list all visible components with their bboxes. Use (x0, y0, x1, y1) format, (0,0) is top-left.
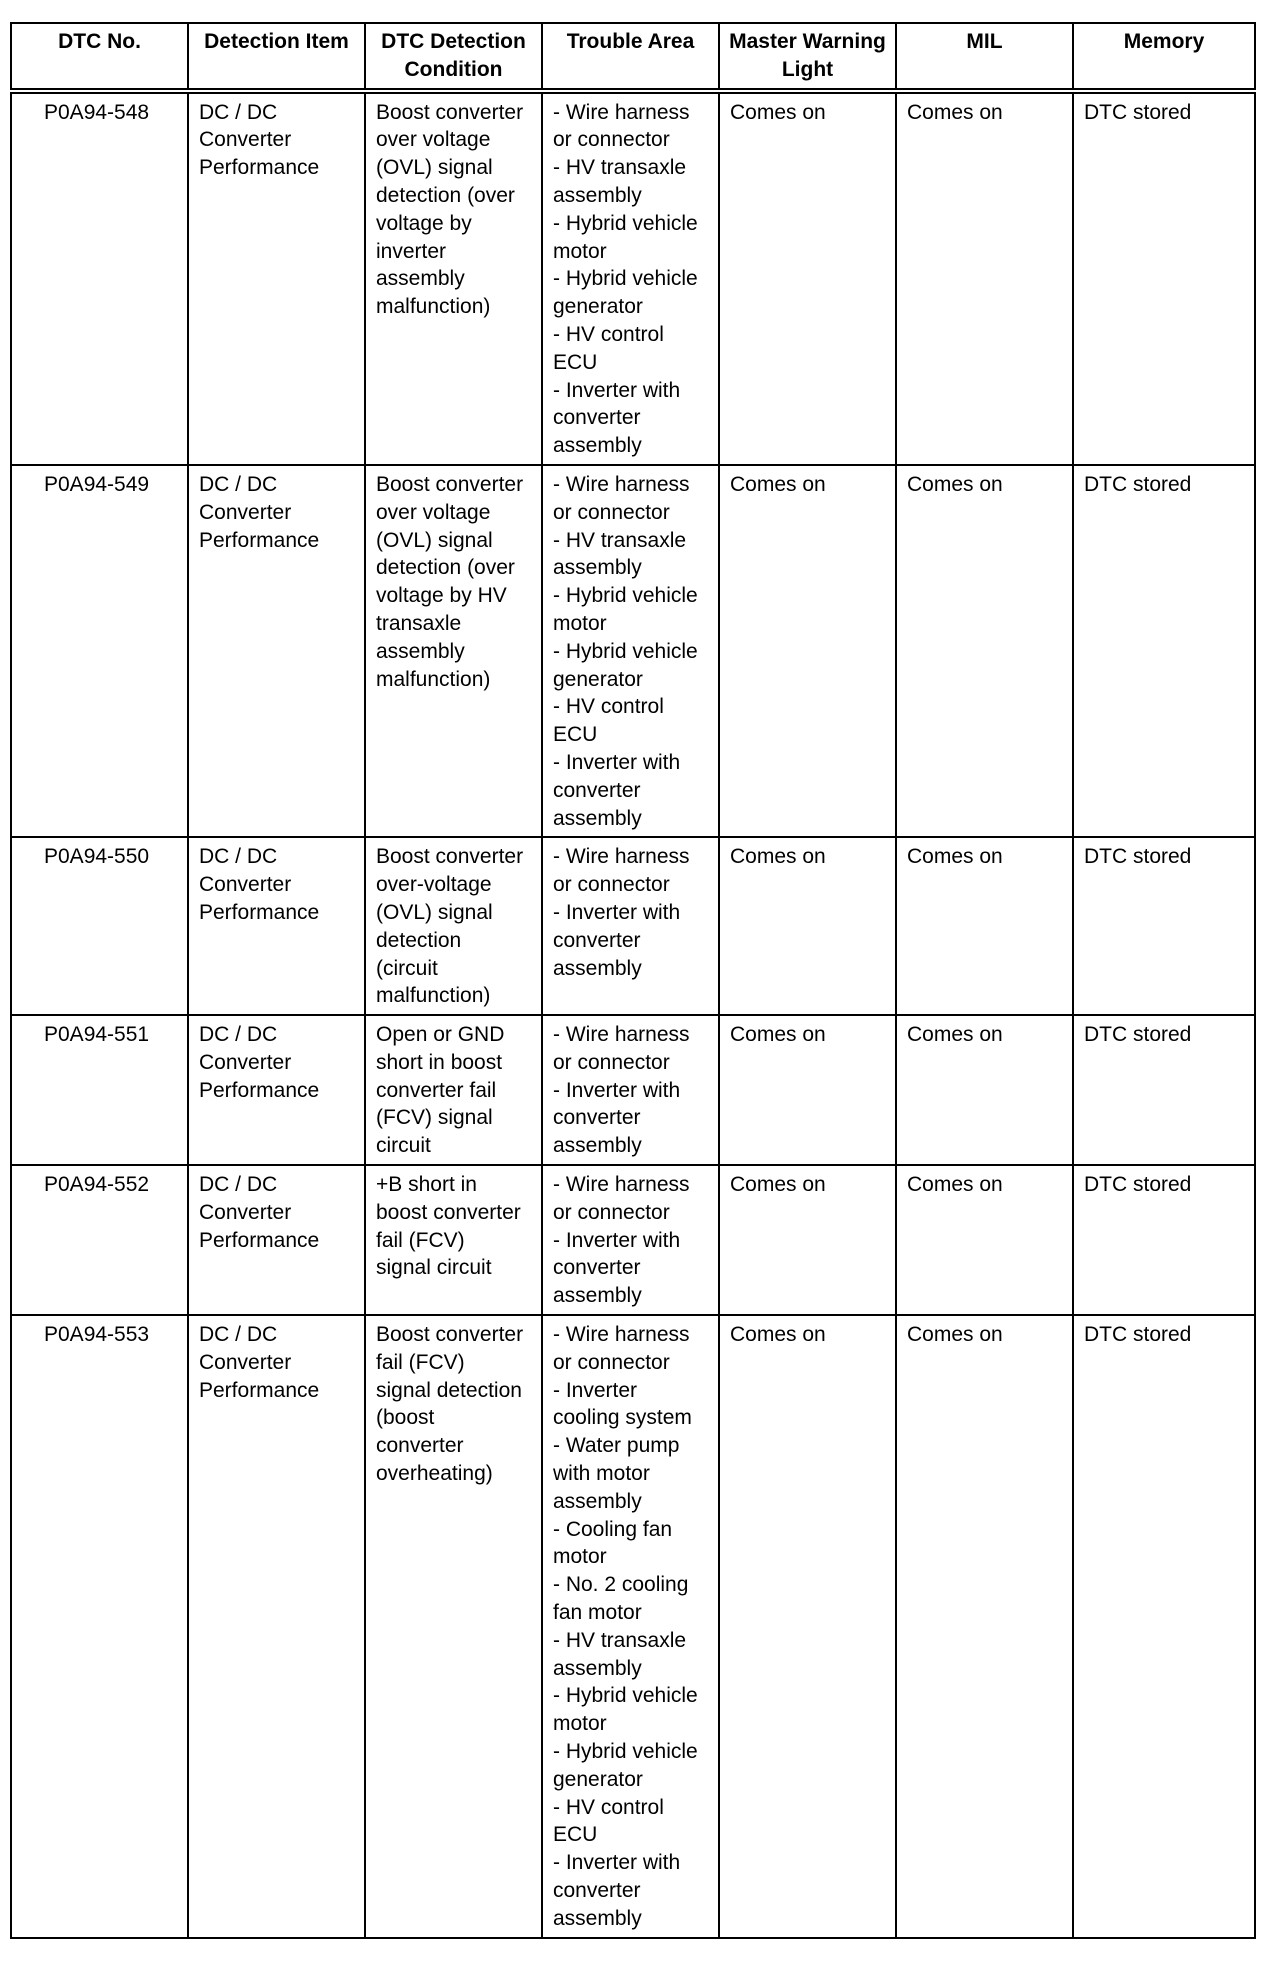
header-trouble-area: Trouble Area (542, 23, 719, 91)
detection-condition-line: assembly (376, 267, 465, 291)
trouble-area-line: - Water pump (553, 1434, 680, 1458)
trouble-area-line: or connector (553, 873, 670, 897)
table-row (11, 1315, 1255, 1938)
header-dtc-no: DTC No. (11, 23, 188, 91)
trouble-area-line: converter (553, 1106, 641, 1130)
detection-condition-line: Boost converter (376, 845, 524, 869)
trouble-area-line: ECU (553, 1823, 598, 1847)
mil-text: Comes on (907, 100, 1003, 124)
detection-condition-line: Boost converter (376, 1323, 524, 1347)
memory-cell (1073, 837, 1255, 1015)
master-warning-light-cell (719, 837, 896, 1015)
trouble-area-line: or connector (553, 1200, 670, 1224)
dtc-number-cell (11, 1165, 188, 1315)
memory-cell (1073, 1165, 1255, 1315)
header-detection-item: Detection Item (188, 23, 365, 91)
detection-condition-line: over-voltage (376, 873, 492, 897)
mil-text: Comes on (907, 1323, 1003, 1347)
trouble-area-line: motor (553, 1545, 607, 1569)
detection-condition-line: (OVL) signal (376, 900, 493, 924)
detection-condition-line: fail (FCV) (376, 1350, 465, 1374)
detection-condition-line: (OVL) signal (376, 528, 493, 552)
trouble-area-line: - Hybrid vehicle (553, 1740, 698, 1764)
trouble-area-line: ECU (553, 723, 598, 747)
detection-condition-line: converter fail (376, 1078, 497, 1102)
trouble-area-line: - HV control (553, 1795, 664, 1819)
dtc-number-text: P0A94-553 (44, 1323, 150, 1347)
memory-text: DTC stored (1084, 1023, 1192, 1047)
detection-condition-line: detection (376, 928, 462, 952)
memory-text: DTC stored (1084, 845, 1192, 869)
trouble-area-line: - Inverter with (553, 900, 681, 924)
detection-condition-line: signal detection (376, 1378, 522, 1402)
mil-text: Comes on (907, 472, 1003, 496)
trouble-area-line: - Inverter with (553, 750, 681, 774)
trouble-area-line: - Wire harness (553, 845, 690, 869)
trouble-area-line: with motor (553, 1462, 650, 1486)
trouble-area-line: - Wire harness (553, 1323, 690, 1347)
table-row (11, 1165, 1255, 1315)
detection-item-cell (188, 1165, 365, 1315)
trouble-area-line: - Wire harness (553, 100, 690, 124)
master-warning-light-text: Comes on (730, 472, 826, 496)
detection-condition-line: (OVL) signal (376, 156, 493, 180)
mil-cell (896, 837, 1073, 1015)
detection-item-line: Performance (199, 1378, 320, 1402)
detection-item-cell (188, 837, 365, 1015)
detection-condition-line: over voltage (376, 500, 491, 524)
trouble-area-line: - Hybrid vehicle (553, 1684, 698, 1708)
trouble-area-line: assembly (553, 556, 642, 580)
trouble-area-line: - HV transaxle (553, 528, 687, 552)
trouble-area-cell (542, 1165, 719, 1315)
trouble-area-line: assembly (553, 1906, 642, 1930)
trouble-area-line: - No. 2 cooling (553, 1573, 689, 1597)
trouble-area-line: - Inverter with (553, 1851, 681, 1875)
detection-item-line: DC / DC (199, 100, 278, 124)
detection-item-line: DC / DC (199, 845, 278, 869)
memory-text: DTC stored (1084, 472, 1192, 496)
trouble-area-line: generator (553, 1767, 643, 1791)
detection-item-line: DC / DC (199, 1323, 278, 1347)
header-detection-condition: DTC Detection Condition (365, 23, 542, 91)
detection-item-cell (188, 1015, 365, 1165)
trouble-area-cell (542, 1315, 719, 1938)
dtc-number-text: P0A94-552 (44, 1173, 150, 1197)
detection-condition-line: overheating) (376, 1462, 493, 1486)
detection-condition-cell (365, 91, 542, 465)
dtc-number-text: P0A94-551 (44, 1023, 150, 1047)
trouble-area-line: converter (553, 1256, 641, 1280)
trouble-area-line: assembly (553, 1284, 642, 1308)
master-warning-light-cell (719, 1015, 896, 1165)
detection-item-cell (188, 465, 365, 837)
detection-condition-line: short in boost (376, 1050, 503, 1074)
dtc-number-text: P0A94-550 (44, 845, 150, 869)
detection-condition-line: Boost converter (376, 100, 524, 124)
detection-item-line: DC / DC (199, 1173, 278, 1197)
detection-condition-line: transaxle (376, 611, 462, 635)
trouble-area-line: or connector (553, 1050, 670, 1074)
detection-item-line: Performance (199, 900, 320, 924)
table-row (11, 91, 1255, 465)
detection-item-line: Converter (199, 1200, 292, 1224)
trouble-area-line: - Hybrid vehicle (553, 639, 698, 663)
detection-item-line: Performance (199, 156, 320, 180)
detection-item-line: Converter (199, 1050, 292, 1074)
mil-cell (896, 1165, 1073, 1315)
memory-cell (1073, 91, 1255, 465)
detection-condition-line: voltage by HV (376, 584, 507, 608)
mil-cell (896, 1015, 1073, 1165)
detection-condition-cell (365, 1165, 542, 1315)
trouble-area-line: assembly (553, 806, 642, 830)
memory-cell (1073, 1315, 1255, 1938)
trouble-area-line: converter (553, 406, 641, 430)
detection-item-line: Converter (199, 1350, 292, 1374)
table-row (11, 1015, 1255, 1165)
trouble-area-line: assembly (553, 1489, 642, 1513)
table-row (11, 465, 1255, 837)
trouble-area-line: - Hybrid vehicle (553, 211, 698, 235)
detection-item-line: Converter (199, 500, 292, 524)
trouble-area-cell (542, 465, 719, 837)
memory-cell (1073, 465, 1255, 837)
trouble-area-line: assembly (553, 956, 642, 980)
trouble-area-line: - Wire harness (553, 472, 690, 496)
master-warning-light-text: Comes on (730, 1173, 826, 1197)
memory-text: DTC stored (1084, 1323, 1192, 1347)
trouble-area-line: - Wire harness (553, 1173, 690, 1197)
trouble-area-cell (542, 837, 719, 1015)
detection-condition-line: inverter (376, 239, 447, 263)
detection-condition-line: malfunction) (376, 295, 491, 319)
detection-condition-line: fail (FCV) (376, 1228, 465, 1252)
trouble-area-line: - Inverter (553, 1378, 638, 1402)
detection-item-line: Performance (199, 1228, 320, 1252)
trouble-area-line: generator (553, 295, 643, 319)
detection-condition-line: (FCV) signal (376, 1106, 493, 1130)
trouble-area-line: assembly (553, 1656, 642, 1680)
memory-cell (1073, 1015, 1255, 1165)
trouble-area-line: fan motor (553, 1601, 642, 1625)
detection-condition-line: converter (376, 1434, 464, 1458)
master-warning-light-cell (719, 91, 896, 465)
dtc-document (10, 22, 1254, 1939)
trouble-area-line: - Inverter with (553, 378, 681, 402)
memory-text: DTC stored (1084, 1173, 1192, 1197)
trouble-area-line: motor (553, 611, 607, 635)
master-warning-light-cell (719, 1165, 896, 1315)
detection-item-line: Converter (199, 128, 292, 152)
detection-condition-cell (365, 1315, 542, 1938)
trouble-area-line: motor (553, 239, 607, 263)
trouble-area-line: - HV transaxle (553, 1628, 687, 1652)
dtc-number-cell (11, 91, 188, 465)
header-master-warning-light: Master Warning Light (719, 23, 896, 91)
dtc-number-text: P0A94-549 (44, 472, 150, 496)
trouble-area-line: - HV control (553, 322, 664, 346)
detection-condition-line: assembly (376, 639, 465, 663)
detection-condition-line: detection (over (376, 556, 515, 580)
detection-condition-line: voltage by (376, 211, 472, 235)
dtc-number-cell (11, 465, 188, 837)
detection-condition-cell (365, 465, 542, 837)
detection-item-cell (188, 91, 365, 465)
master-warning-light-text: Comes on (730, 1023, 826, 1047)
detection-condition-cell (365, 837, 542, 1015)
trouble-area-line: assembly (553, 1134, 642, 1158)
trouble-area-line: - HV transaxle (553, 156, 687, 180)
trouble-area-line: converter (553, 1879, 641, 1902)
detection-condition-line: circuit (376, 1134, 431, 1158)
trouble-area-cell (542, 91, 719, 465)
trouble-area-line: converter (553, 928, 641, 952)
mil-text: Comes on (907, 1023, 1003, 1047)
trouble-area-line: - Wire harness (553, 1023, 690, 1047)
trouble-area-line: - HV control (553, 695, 664, 719)
trouble-area-line: - Inverter with (553, 1228, 681, 1252)
trouble-area-line: generator (553, 667, 643, 691)
mil-text: Comes on (907, 1173, 1003, 1197)
trouble-area-line: motor (553, 1712, 607, 1736)
master-warning-light-cell (719, 1315, 896, 1938)
mil-cell (896, 465, 1073, 837)
trouble-area-line: - Hybrid vehicle (553, 267, 698, 291)
table-header-row (11, 23, 1255, 91)
trouble-area-line: assembly (553, 434, 642, 458)
header-mil: MIL (896, 23, 1073, 91)
detection-item-line: Performance (199, 528, 320, 552)
master-warning-light-cell (719, 465, 896, 837)
detection-condition-line: Boost converter (376, 472, 524, 496)
detection-item-cell (188, 1315, 365, 1938)
detection-condition-line: malfunction) (376, 984, 491, 1008)
dtc-number-cell (11, 1315, 188, 1938)
dtc-number-text: P0A94-548 (44, 100, 150, 124)
master-warning-light-text: Comes on (730, 845, 826, 869)
detection-item-line: Performance (199, 1078, 320, 1102)
dtc-number-cell (11, 837, 188, 1015)
mil-cell (896, 1315, 1073, 1938)
mil-cell (896, 91, 1073, 465)
detection-item-line: DC / DC (199, 472, 278, 496)
detection-condition-line: malfunction) (376, 667, 491, 691)
trouble-area-cell (542, 1015, 719, 1165)
master-warning-light-text: Comes on (730, 100, 826, 124)
dtc-number-cell (11, 1015, 188, 1165)
detection-condition-line: +B short in (376, 1173, 477, 1197)
detection-condition-line: detection (over (376, 183, 515, 207)
detection-condition-line: (circuit (376, 956, 438, 980)
table-body (11, 91, 1255, 1938)
detection-condition-line: over voltage (376, 128, 491, 152)
trouble-area-line: assembly (553, 183, 642, 207)
detection-condition-cell (365, 1015, 542, 1165)
trouble-area-line: or connector (553, 1350, 670, 1374)
trouble-area-line: - Inverter with (553, 1078, 681, 1102)
mil-text: Comes on (907, 845, 1003, 869)
trouble-area-line: or connector (553, 128, 670, 152)
detection-item-line: DC / DC (199, 1023, 278, 1047)
trouble-area-line: - Hybrid vehicle (553, 584, 698, 608)
memory-text: DTC stored (1084, 100, 1192, 124)
detection-condition-line: Open or GND (376, 1023, 505, 1047)
dtc-table (10, 22, 1256, 1939)
trouble-area-line: converter (553, 778, 641, 802)
table-row (11, 837, 1255, 1015)
detection-condition-line: boost converter (376, 1200, 521, 1224)
trouble-area-line: or connector (553, 500, 670, 524)
header-memory: Memory (1073, 23, 1255, 91)
trouble-area-line: ECU (553, 350, 598, 374)
detection-item-line: Converter (199, 873, 292, 897)
detection-condition-line: signal circuit (376, 1256, 492, 1280)
trouble-area-line: cooling system (553, 1406, 692, 1430)
trouble-area-line: - Cooling fan (553, 1517, 673, 1541)
master-warning-light-text: Comes on (730, 1323, 826, 1347)
detection-condition-line: (boost (376, 1406, 435, 1430)
